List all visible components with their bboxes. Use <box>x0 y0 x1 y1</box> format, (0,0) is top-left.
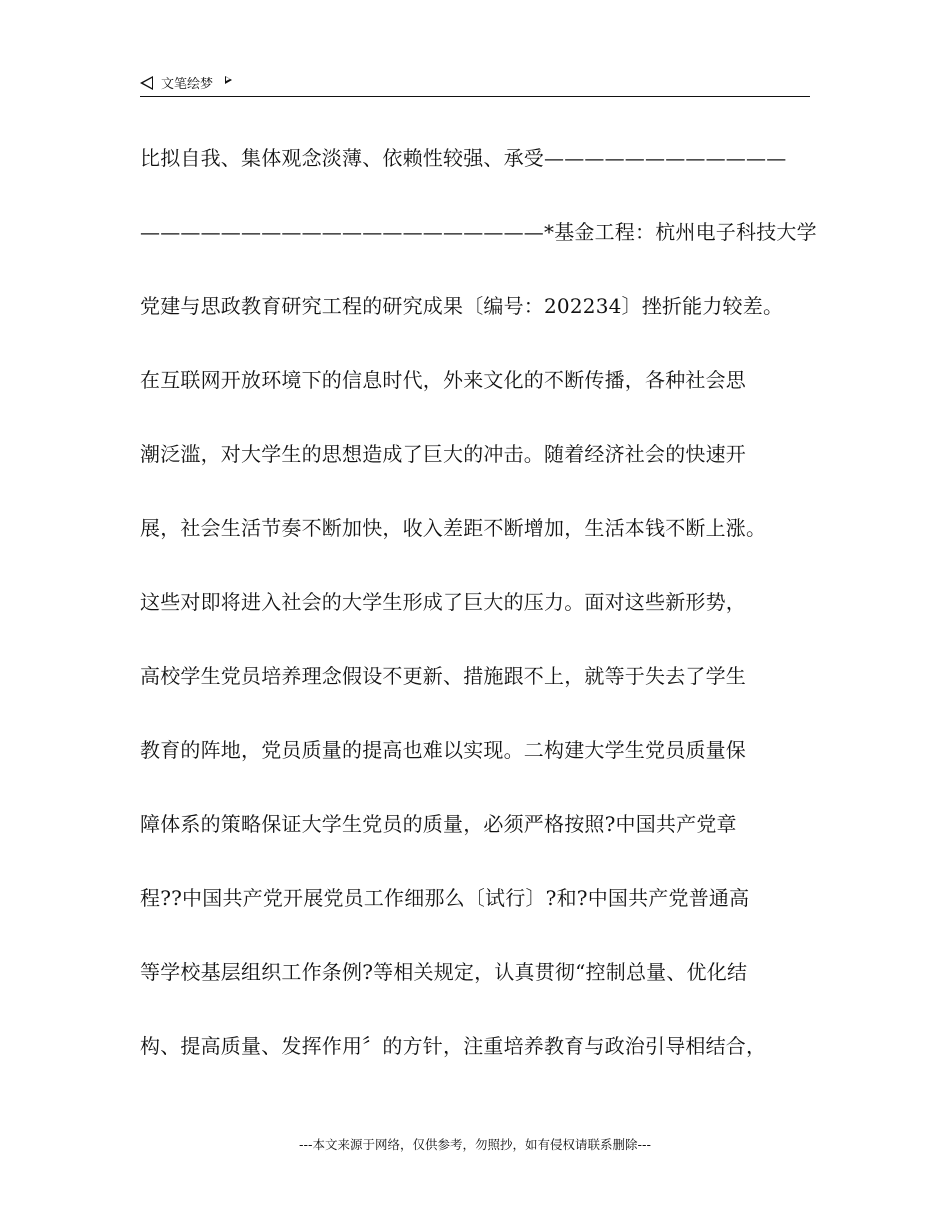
left-triangle-icon <box>140 76 153 90</box>
body-line: 党建与思政教育研究工程的研究成果〔编号：202234〕挫折能力较差。 <box>140 294 784 318</box>
right-triangle-icon <box>225 76 232 84</box>
body-line: 潮泛滥，对大学生的思想造成了巨大的冲击。随着经济社会的快速开 <box>140 442 746 466</box>
body-line: 障体系的策略保证大学生党员的质量，必须严格按照?中国共产党章 <box>140 812 737 836</box>
body-line: 等学校基层组织工作条例?等相关规定，认真贯彻“控制总量、优化结 <box>140 960 748 984</box>
body-line: ————————————————————*基金工程：杭州电子科技大学 <box>140 220 817 244</box>
body-line: 程??中国共产党开展党员工作细那么〔试行〕?和?中国共产党普通高 <box>140 886 750 910</box>
body-line: 构、提高质量、发挥作用〞的方针，注重培养教育与政治引导相结合， <box>140 1034 767 1058</box>
body-line: 展，社会生活节奏不断加快，收入差距不断增加，生活本钱不断上涨。 <box>140 516 767 540</box>
body-line: 这些对即将进入社会的大学生形成了巨大的压力。面对这些新形势， <box>140 590 746 614</box>
body-line: 高校学生党员培养理念假设不更新、措施跟不上，就等于失去了学生 <box>140 664 746 688</box>
body-line: 比拟自我、集体观念淡薄、依赖性较强、承受———————————— <box>140 146 787 170</box>
page-header <box>140 70 810 97</box>
header-brand <box>140 73 232 92</box>
header-title: 文笔绘梦 <box>161 77 214 92</box>
body-line: 在互联网开放环境下的信息时代，外来文化的不断传播，各种社会思 <box>140 368 746 392</box>
footer-disclaimer: ---本文来源于网络，仅供参考，勿照抄，如有侵权请联系删除--- <box>298 1137 652 1152</box>
body-line: 教育的阵地，党员质量的提高也难以实现。二构建大学生党员质量保 <box>140 738 746 762</box>
page-footer <box>0 1135 950 1153</box>
document-body <box>140 140 817 1102</box>
